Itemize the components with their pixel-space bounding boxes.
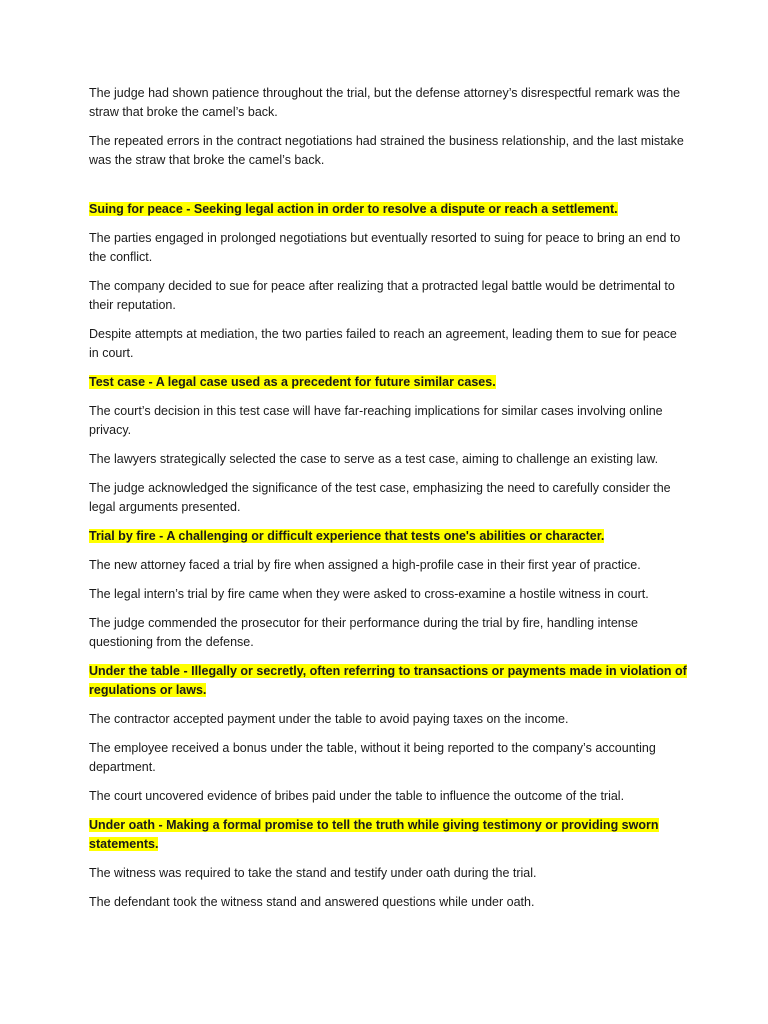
example-sentence: The judge acknowledged the significance of the test case, emphasizing the need to carefully consider the legal arguments presented. [89, 481, 671, 514]
idiom-heading [89, 662, 689, 700]
example-sentence: The court uncovered evidence of bribes paid under the table to influence the outcome of the trial. [89, 789, 625, 803]
example-sentence: The witness was required to take the stand and testify under oath during the trial. [89, 866, 537, 880]
idiom-section-suing-for-peace [89, 200, 689, 363]
highlighted-heading-text: Trial by fire - A challenging or difficult experience that tests one's abilities or character. [89, 529, 605, 543]
idiom-section-test-case [89, 373, 689, 517]
example-sentence: The new attorney faced a trial by fire when assigned a high-profile case in their first year of practice. [89, 558, 641, 572]
example-sentence: The court’s decision in this test case will have far-reaching implications for similar cases involving online privacy. [89, 404, 663, 437]
example-sentence: The lawyers strategically selected the case to serve as a test case, aiming to challenge an existing law. [89, 452, 659, 466]
example-sentence: The employee received a bonus under the table, without it being reported to the company’s accounting department. [89, 741, 656, 774]
idiom-section-trial-by-fire [89, 527, 689, 652]
intro-paragraph: The judge had shown patience throughout the trial, but the defense attorney’s disrespectful remark was the straw that broke the camel’s back. [89, 86, 681, 119]
intro-paragraph: The repeated errors in the contract negotiations had strained the business relationship, and the last mistake was the straw that broke the camel’s back. [89, 134, 684, 167]
idiom-heading [89, 373, 689, 392]
idiom-heading [89, 200, 689, 219]
example-sentence: The company decided to sue for peace after realizing that a protracted legal battle would be detrimental to their reputation. [89, 279, 675, 312]
example-sentence: The parties engaged in prolonged negotiations but eventually resorted to suing for peace to bring an end to the conflict. [89, 231, 681, 264]
highlighted-heading-text: Under the table - Illegally or secretly, often referring to transactions or payments made in violation of regulations or laws. [89, 664, 687, 697]
idiom-heading [89, 816, 689, 854]
document-page [89, 84, 689, 922]
idiom-heading [89, 527, 689, 546]
idiom-section-under-the-table [89, 662, 689, 806]
idiom-section-under-oath [89, 816, 689, 912]
example-sentence: The legal intern’s trial by fire came when they were asked to cross-examine a hostile witness in court. [89, 587, 649, 601]
highlighted-heading-text: Under oath - Making a formal promise to tell the truth while giving testimony or providing sworn statements. [89, 818, 659, 851]
example-sentence: The judge commended the prosecutor for their performance during the trial by fire, handling intense questioning from the defense. [89, 616, 638, 649]
example-sentence: Despite attempts at mediation, the two parties failed to reach an agreement, leading them to sue for peace in court. [89, 327, 677, 360]
highlighted-heading-text: Suing for peace - Seeking legal action in order to resolve a dispute or reach a settlement. [89, 202, 618, 216]
example-sentence: The defendant took the witness stand and answered questions while under oath. [89, 895, 535, 909]
example-sentence: The contractor accepted payment under the table to avoid paying taxes on the income. [89, 712, 569, 726]
highlighted-heading-text: Test case - A legal case used as a precedent for future similar cases. [89, 375, 496, 389]
section-gap [89, 180, 689, 200]
